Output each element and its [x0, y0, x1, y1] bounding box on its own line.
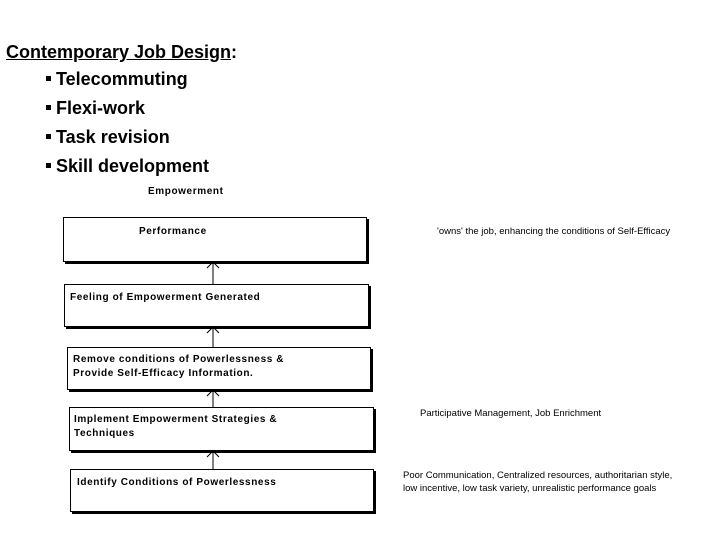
bullet-text: Skill development — [56, 156, 210, 176]
box-label: Performance — [139, 226, 207, 237]
bullet-text: Telecommuting — [56, 69, 188, 89]
bullet-text: Flexi-work — [56, 98, 146, 118]
box-label-line-2: Techniques — [74, 428, 135, 439]
heading-title: Contemporary Job Design — [6, 42, 232, 62]
box-performance — [63, 217, 367, 262]
box-label-line-1: Implement Empowerment Strategies & — [74, 414, 278, 425]
note-conditions-line-2: low incentive, low task variety, unrealistic performance goals — [403, 483, 657, 494]
note-strategies: Participative Management, Job Enrichment — [420, 408, 602, 419]
box-label: Feeling of Empowerment Generated — [70, 292, 261, 303]
box-remove-conditions — [67, 347, 371, 390]
heading-colon: : — [231, 42, 238, 62]
note-performance: 'owns' the job, enhancing the conditions of Self-Efficacy — [437, 226, 671, 237]
bullet-text: Task revision — [56, 127, 170, 147]
box-label-line-1: Remove conditions of Powerlessness & — [73, 354, 285, 365]
box-identify-conditions — [70, 469, 374, 512]
box-label: Identify Conditions of Powerlessness — [77, 477, 277, 488]
box-label-line-2: Provide Self-Efficacy Information. — [73, 368, 254, 379]
box-implement-strategies — [69, 407, 374, 451]
diagram-caption: Empowerment — [148, 186, 224, 197]
box-feeling-of-empowerment — [64, 284, 369, 327]
note-conditions-line-1: Poor Communication, Centralized resources, authoritarian style, — [403, 470, 673, 481]
